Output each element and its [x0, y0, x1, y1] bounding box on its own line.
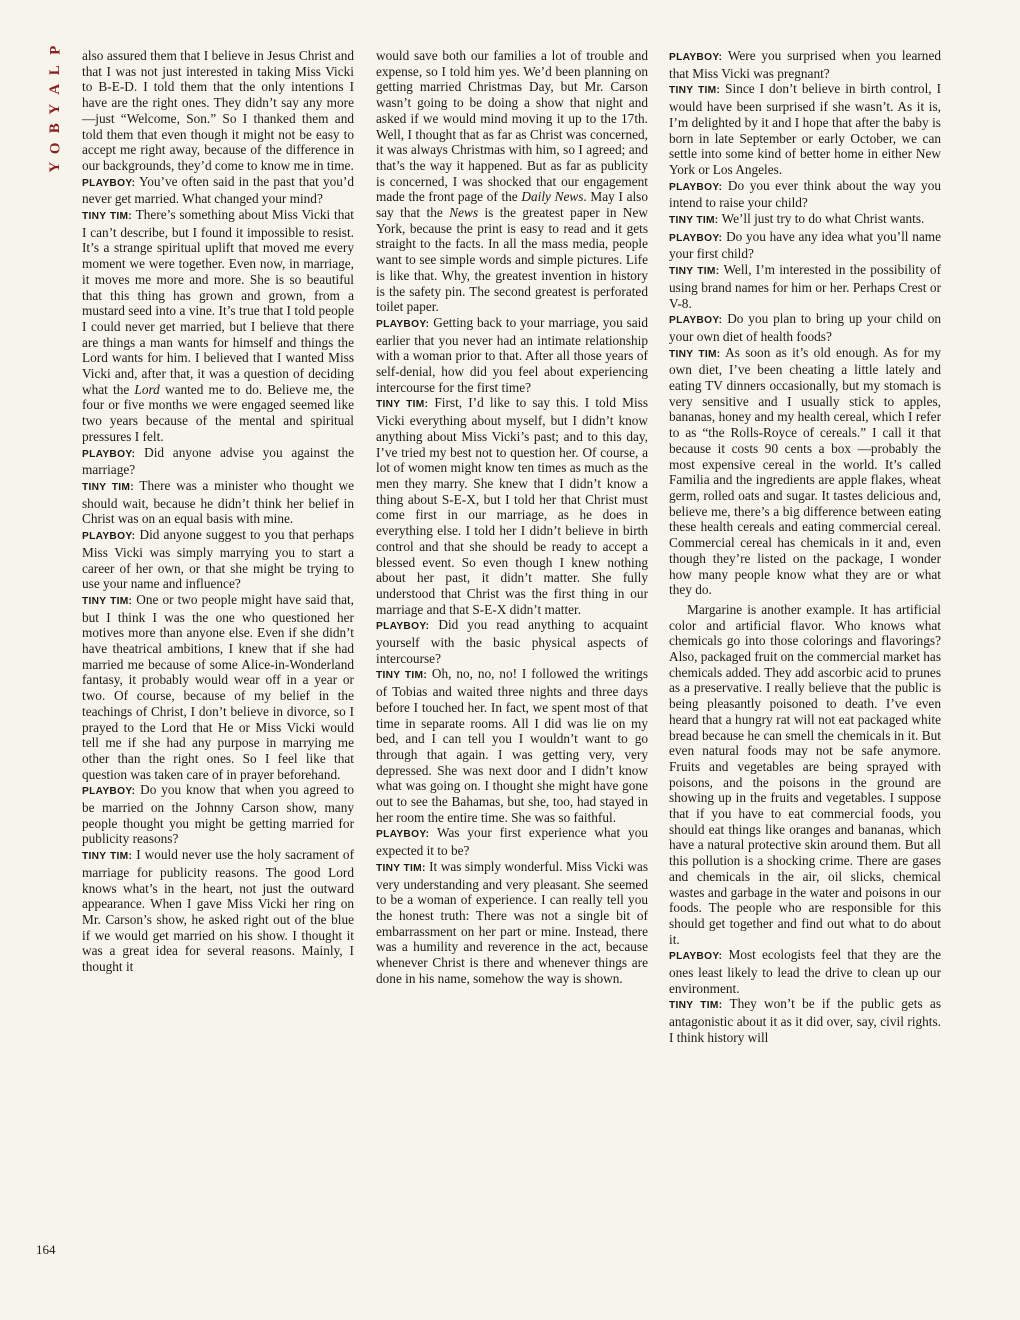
interview-paragraph: [669, 947, 941, 996]
speaker-label: TINY TIM:: [82, 595, 133, 607]
interview-paragraph: [82, 478, 354, 527]
paragraph-text: Was your first experience what you expected it to be?: [376, 825, 648, 859]
interview-paragraph: [376, 48, 648, 315]
paragraph-text: Margarine is another example. It has artificial color and artificial flavor. Who knows what chemicals go into those colorings and flavorings? Also, packaged fruit on the commercial market has chemicals added. They add ascorbic acid to prunes as a preservative. I really believe that the public is being pleasantly poisoned to death. I’ve even heard that a hungry rat will not eat packaged white bread because he can smell the chemicals in it. But even natural foods may not be safe anymore. Fruits and vegetables are being sprayed with poisons, and the poisons in the ground are showing up in the fruits and vegetables. I suppose that if you have to eat commercial foods, you should eat things like oranges and bananas, which have a natural protective skin around them. But all this pollution is a shocking crime. There are gases and chemicals in the air, oil slicks, chemical wastes and garbage in the water and poisons in our foods. The people who are responsible for this should get together and find out what to do about it.: [669, 601, 941, 947]
paragraph-text: Do you plan to bring up your child on your own diet of health foods?: [669, 311, 941, 344]
interview-paragraph: [82, 592, 354, 782]
masthead-letter: B: [47, 122, 64, 134]
speaker-label: PLAYBOY:: [82, 177, 136, 189]
paragraph-text: There’s something about Miss Vicki that I can’t describe, but I found it impossible to resist. It’s a strange spiritual uplift that moved me every moment we were together. Even now, in marriage, it moves me more and more. She is so beautiful that this thing has grown and grown, from a mustard seed into a vine. It’s true that I told people I could never get married, but I believe that there are things a man wants for himself and things the Lord wants for him. I believed that I wanted Miss Vicki and, after that, it was a question of deciding what the Lord wanted me to do. Believe me, the four or five months we were engaged seemed like two years because of the mental and spiritual pressures I felt.: [82, 207, 354, 444]
paragraph-text: One or two people might have said that, but I think I was the one who questioned her motives more than anyone else. Even if she didn’t have theatrical ambitions, I knew that if she had married me because of some Alice-in-Wonderland fantasy, it probably would wear off in a year or two. Of course, because of my belief in the teachings of Christ, I don’t believe in divorce, so I prayed to the Lord that He or Miss Vicki would tell me if she had any purpose in marrying me other than the right ones. So I feel like that question was taken care of in prayer beforehand.: [82, 591, 355, 782]
speaker-label: TINY TIM:: [669, 348, 721, 360]
speaker-label: PLAYBOY:: [669, 315, 723, 327]
paragraph-text: Oh, no, no, no! I followed the writings of Tobias and waited three nights and three days before I touched her. In fact, we spent most of that time in separate rooms. All I did was lie on my bed, and I can tell you I wouldn’t want to go through that again. I was getting very, very depressed. She was next door and I didn’t know what was going on. I thought she might have gone out to see the Bahamas, but she, too, had stayed in her room the entire time. She was so faithful.: [376, 666, 649, 825]
interview-paragraph: [82, 527, 354, 592]
speaker-label: PLAYBOY:: [82, 531, 136, 543]
masthead-letter: L: [47, 63, 64, 75]
speaker-label: TINY TIM:: [82, 211, 133, 223]
column-3: [669, 48, 941, 1046]
interview-paragraph: [669, 996, 941, 1045]
interview-paragraph: [669, 262, 941, 311]
speaker-label: TINY TIM:: [376, 399, 429, 411]
paragraph-text: would save both our families a lot of trouble and expense, so I told him yes. We’d been planning on getting married Christmas Day, but Mr. Carson wasn’t going to be doing a show that night and asked if we would mind moving it up to the 17th. Well, I thought that as far as Christ was concerned, it was always Christmas with him, so I agreed; and that’s the way it happened. But as far as publicity is concerned, I was shocked that our engagement made the front page of the Daily News. May I also say that the News is the greatest paper in New York, because the print is easy to read and it gets straight to the facts. In all the mass media, people want to see simple words and simple pictures. Life is like that. Why, the greatest invention in history is the safety pin. The second greatest is perforated toilet paper.: [376, 48, 648, 315]
paragraph-text: Getting back to your marriage, you said earlier that you never had an intimate relationship with a woman prior to that. After all those years of self-denial, how did you feel about experiencing intercourse for the first time?: [376, 314, 648, 395]
interview-paragraph: [376, 617, 648, 666]
speaker-label: PLAYBOY:: [669, 232, 723, 244]
paragraph-text: Were you surprised when you learned that Miss Vicki was pregnant?: [669, 48, 941, 81]
paragraph-text: Do you know that when you agreed to be married on the Johnny Carson show, many people thought you might be getting married for publicity reasons?: [82, 782, 354, 847]
paragraph-text: You’ve often said in the past that you’d never get married. What changed your mind?: [82, 173, 354, 207]
playboy-masthead-vertical: [46, 40, 66, 177]
paragraph-text: There was a minister who thought we should wait, because he didn’t think her belief in Christ was on an equal basis with mine.: [82, 477, 354, 527]
speaker-label: TINY TIM:: [669, 1000, 723, 1012]
interview-paragraph: [82, 782, 354, 847]
paragraph-text: Do you ever think about the way you intend to raise your child?: [669, 177, 941, 211]
paragraph-text: We’ll just try to do what Christ wants.: [721, 211, 925, 227]
paragraph-text: They won’t be if the public gets as antagonistic about it as it did over, say, civil rights. I think history will: [669, 996, 941, 1045]
speaker-label: PLAYBOY:: [669, 951, 723, 963]
masthead-letter: Y: [47, 102, 64, 115]
column-1: [82, 48, 354, 975]
page-number: 164: [36, 1242, 56, 1257]
speaker-label: TINY TIM:: [82, 851, 133, 863]
speaker-label: PLAYBOY:: [376, 621, 430, 633]
interview-paragraph: [669, 211, 941, 229]
speaker-label: PLAYBOY:: [669, 52, 723, 63]
paragraph-text: As soon as it’s old enough. As for my own diet, I’ve been cheating a little lately and eating TV dinners occasionally, but my stomach is very sensitive and I usually stick to apples, bananas, honey and my health cereal, which I refer to as “the Rolls-Royce of cereals.” I call it that because it costs 90 cents a box —probably the most expensive cereal in the world. It’s called Familia and the ingredients are apple flakes, wheat germ, rolled oats and sugar. It tastes delicious and, believe me, there’s a big difference between eating these health cereals and eating commercial cereal. Commercial cereal has chemicals in it and, even though they’re listed on the package, I wonder how many people know what they are or what they do.: [669, 344, 942, 598]
speaker-label: TINY TIM:: [669, 266, 720, 278]
interview-paragraph: [376, 395, 648, 617]
speaker-label: TINY TIM:: [669, 85, 721, 97]
interview-paragraph: [669, 345, 941, 598]
masthead-letter: A: [47, 82, 64, 95]
speaker-label: TINY TIM:: [376, 670, 428, 682]
paragraph-text: It was simply wonderful. Miss Vicki was very understanding and very pleasant. She seemed to be a woman of experience. I can really tell you the honest truth: There was not a single bit of embarrassment on her part or mine. Instead, there was a humility and reverence in the act, because whenever Christ is there and whenever things are done in his name, somehow the way is shown.: [376, 858, 648, 986]
paragraph-text: Most ecologists feel that they are the ones least likely to lead the drive to clean up our environment.: [669, 947, 942, 996]
interview-paragraph: [669, 229, 941, 262]
interview-paragraph: [82, 445, 354, 478]
paragraph-text: First, I’d like to say this. I told Miss Vicki everything about myself, but I didn’t know anything about Miss Vicki’s past; and to this day, I’ve tried my best not to question her. Of course, a lot of women might know ten times as much as the men they marry. She knew that I didn’t know a thing about S-E-X, but I told her that Christ must come first in our marriage, as he does in everything else. I told her I didn’t believe in birth control and that she should be ready to accept a blessed event. So even though I knew nothing about her past, it didn’t matter. She fully understood that Christ was the first thing in our marriage and that S-E-X didn’t matter.: [376, 395, 648, 617]
column-2: [376, 48, 648, 986]
paragraph-text: Since I don’t believe in birth control, I would have been surprised if she wasn’t. As it is, I’m delighted by it and I hope that after the baby is born in late September or early October, we can settle into some kind of better home in either New York or Los Angeles.: [669, 81, 941, 177]
interview-paragraph: [376, 859, 648, 987]
interview-paragraph: [669, 178, 941, 211]
interview-paragraph: [82, 48, 354, 174]
interview-paragraph: [669, 311, 941, 344]
interview-paragraph: [82, 174, 354, 207]
paragraph-text: also assured them that I believe in Jesus Christ and that I was not just interested in taking Miss Vicki to B-E-D. I told them that the only intentions I have are the right ones. They didn’t say any more —just “Welcome, Son.” So I thanked them and told them that even though it might not be easy to accept me right away, because of the difference in our backgrounds, they’d come to know me in time.: [82, 48, 354, 173]
paragraph-text: Did anyone advise you against the marriage?: [82, 444, 354, 478]
interview-paragraph: [669, 81, 941, 177]
paragraph-text: Did you read anything to acquaint yourself with the basic physical aspects of intercourse?: [376, 617, 648, 666]
speaker-label: PLAYBOY:: [82, 448, 136, 460]
speaker-label: PLAYBOY:: [376, 318, 430, 330]
speaker-label: PLAYBOY:: [669, 181, 723, 193]
paragraph-text: Well, I’m interested in the possibility of using brand names for him or her. Perhaps Crest or V-8.: [669, 262, 942, 311]
speaker-label: TINY TIM:: [82, 481, 134, 493]
speaker-label: TINY TIM:: [376, 862, 426, 874]
paragraph-text: Do you have any idea what you’ll name your first child?: [669, 228, 941, 262]
speaker-label: PLAYBOY:: [82, 786, 136, 798]
interview-paragraph: [82, 847, 354, 975]
masthead-letter: P: [47, 44, 64, 55]
masthead-letter: O: [47, 140, 64, 154]
interview-paragraph: [669, 48, 941, 81]
interview-paragraph: [669, 602, 941, 947]
speaker-label: TINY TIM:: [669, 215, 719, 227]
masthead-letter: Y: [47, 160, 64, 173]
paragraph-text: Did anyone suggest to you that perhaps Miss Vicki was simply marrying you to start a career of her own, or that she might be trying to use your name and influence?: [82, 527, 354, 592]
interview-paragraph: [82, 207, 354, 445]
paragraph-text: I would never use the holy sacrament of marriage for publicity reasons. The good Lord knows what’s in the heart, not just the outward appearance. When I gave Miss Vicki her ring on Mr. Carson’s show, he asked right out of the blue if we would get married on his show. I thought it was a great idea for several reasons. Mainly, I thought it: [82, 847, 355, 975]
interview-paragraph: [376, 666, 648, 825]
interview-paragraph: [376, 315, 648, 396]
interview-paragraph: [376, 825, 648, 858]
speaker-label: PLAYBOY:: [376, 829, 430, 841]
